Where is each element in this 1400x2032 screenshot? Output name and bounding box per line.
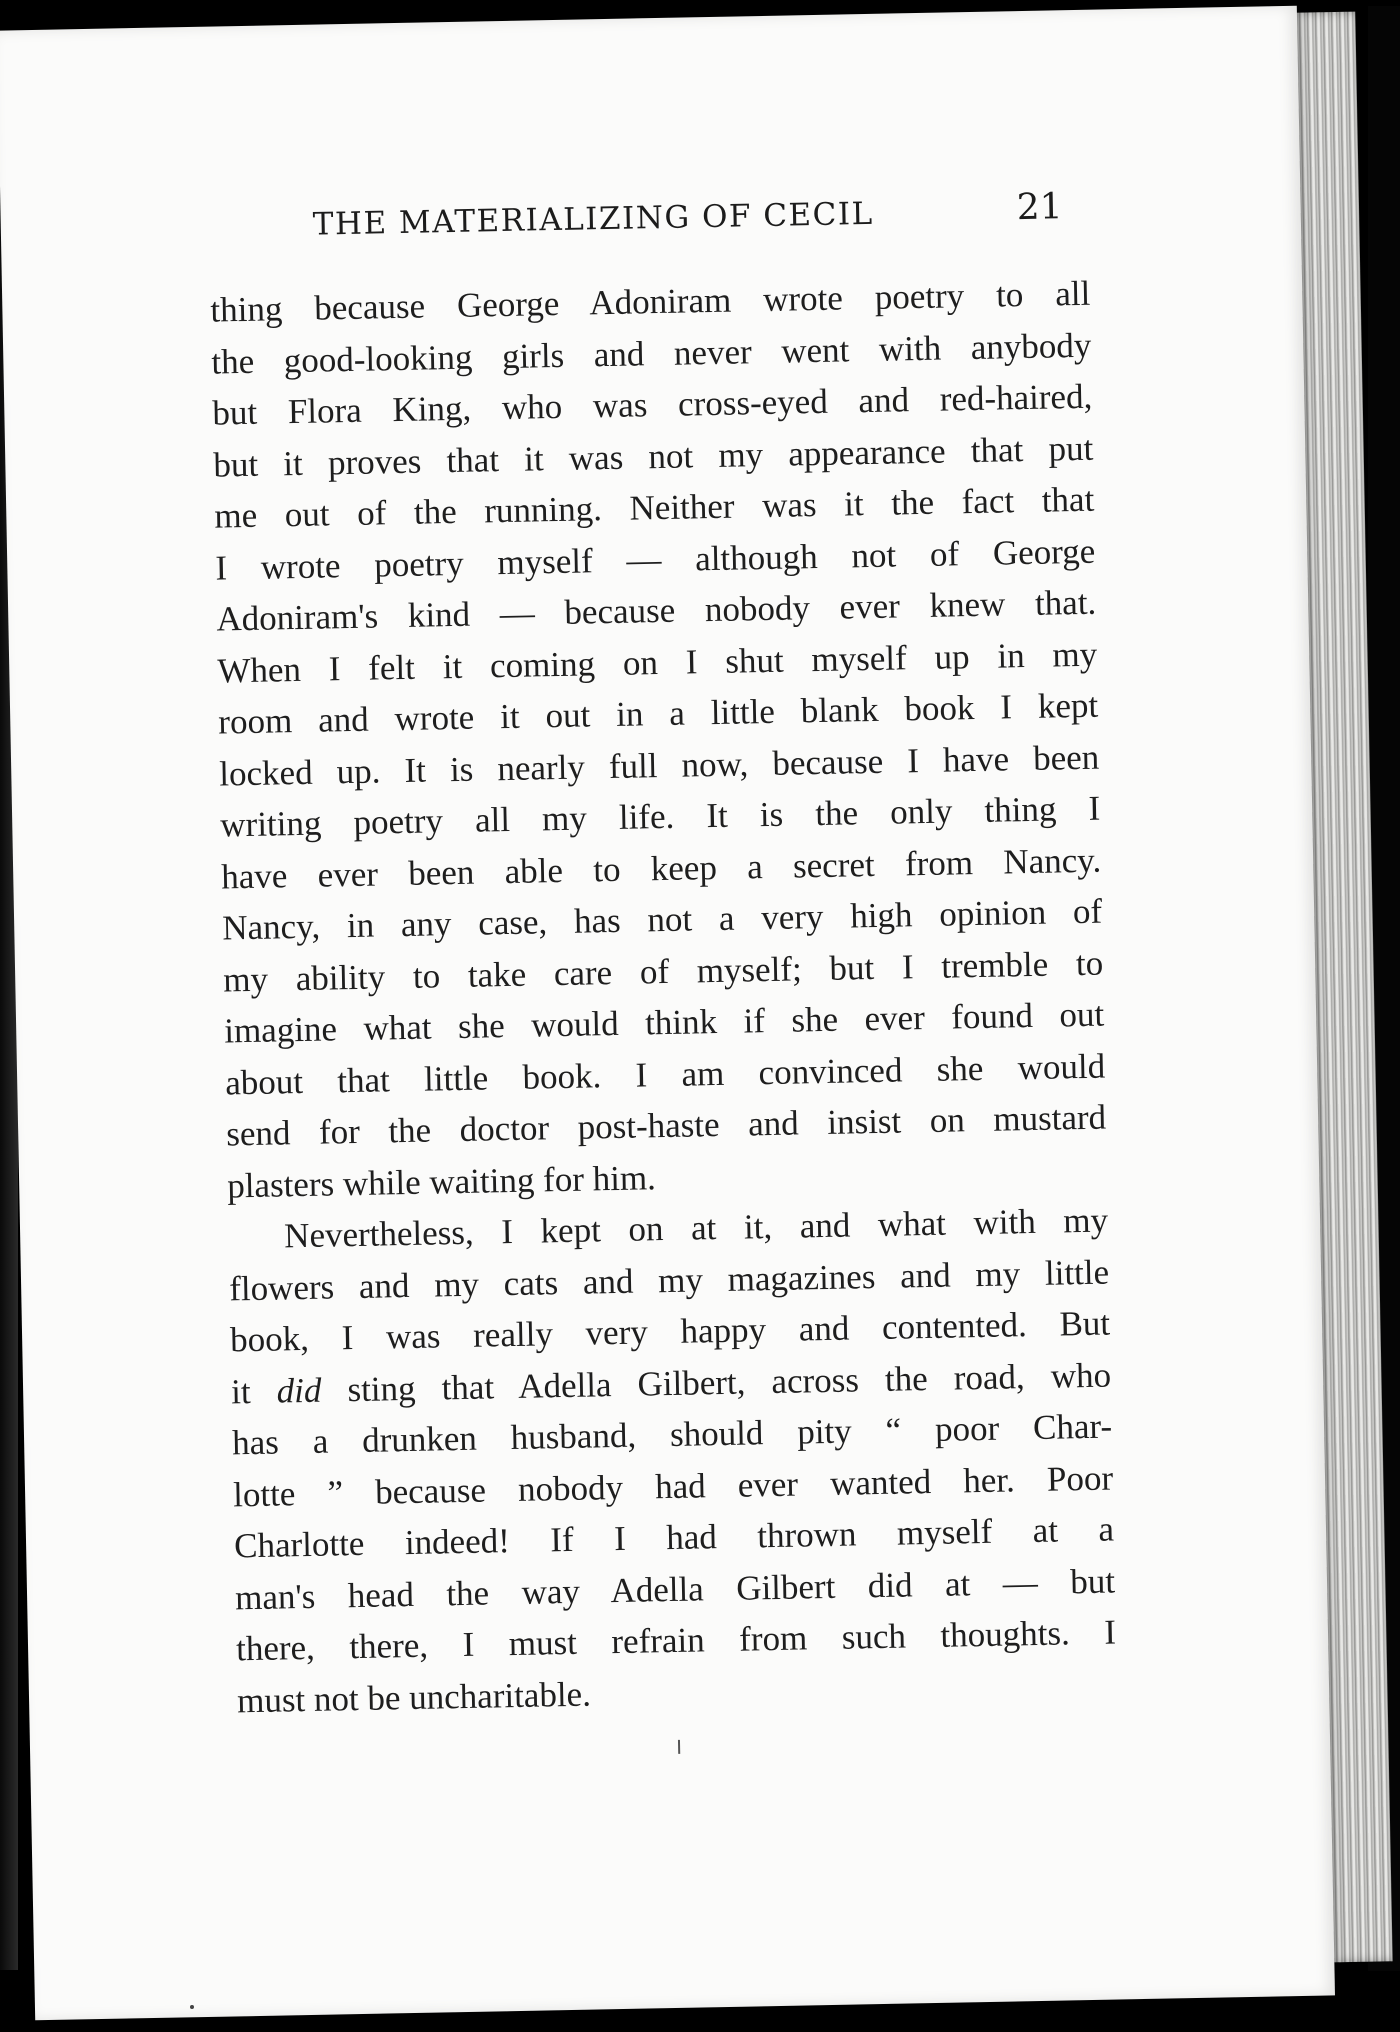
page-number: 21: [1016, 186, 1063, 229]
text-line: plasters while waiting for him.: [226, 1157, 657, 1205]
running-head: [290, 186, 1081, 261]
text-line: When I felt it coming on I shut myself up in my: [216, 634, 1098, 691]
text-line: send for the doctor post-haste and insist on mustard: [225, 1097, 1107, 1154]
text-line: Nevertheless, I kept on at it, and what with my: [283, 1200, 1109, 1256]
text-line: thing because George Adoniram wrote poetry to all: [210, 273, 1091, 330]
text-line: there, there, I must refrain from such thoughts. I: [235, 1612, 1117, 1669]
text-line: about that little book. I am convinced she would: [224, 1046, 1106, 1102]
text-line: lotte ” because nobody had ever wanted her. Poor: [232, 1458, 1114, 1514]
text-line: room and wrote it out in a little blank book I kept: [217, 685, 1099, 742]
text-run: sting that Adella Gilbert, across the road, who: [321, 1355, 1112, 1410]
text-line: locked up. It is nearly full now, because I have been: [218, 737, 1100, 794]
running-title: THE MATERIALIZING OF CECIL: [312, 195, 874, 243]
stray-ink-mark: [678, 1740, 680, 1754]
text-line: but it proves that it was not my appearance that put: [213, 428, 1094, 485]
text-line: man's head the way Adella Gilbert did at — but: [234, 1560, 1116, 1617]
text-line: me out of the running. Neither was it the fact that: [214, 479, 1095, 536]
text-line: the good-looking girls and never went with anybody: [211, 325, 1092, 382]
text-line: imagine what she would think if she ever found out: [223, 994, 1105, 1051]
text-line: Charlotte indeed! If I had thrown myself at a: [233, 1509, 1115, 1566]
text-line: have ever been able to keep a secret from Nancy.: [220, 840, 1102, 897]
text-run: it: [230, 1371, 278, 1411]
body-text: [210, 268, 1118, 1727]
italic-word: did: [276, 1370, 322, 1411]
book-page: [0, 6, 1335, 2021]
text-line: my ability to take care of myself; but I tremble to: [222, 943, 1104, 999]
text-line: Adoniram's kind — because nobody ever knew that.: [215, 582, 1097, 639]
text-line: book, I was really very happy and contented. But: [229, 1303, 1111, 1360]
text-line: but Flora King, who was cross-eyed and red-haired,: [212, 376, 1093, 433]
text-line: flowers and my cats and my magazines and my little: [228, 1252, 1110, 1308]
dust-speck: [190, 2005, 194, 2009]
text-line: must not be uncharitable.: [236, 1674, 592, 1720]
text-line: Nancy, in any case, has not a very high opinion of: [221, 891, 1103, 948]
text-line: writing poetry all my life. It is the only thing I: [219, 788, 1101, 845]
text-line: has a drunken husband, should pity “ poor Char-: [231, 1406, 1113, 1463]
text-line: I wrote poetry myself — although not of George: [214, 531, 1096, 588]
